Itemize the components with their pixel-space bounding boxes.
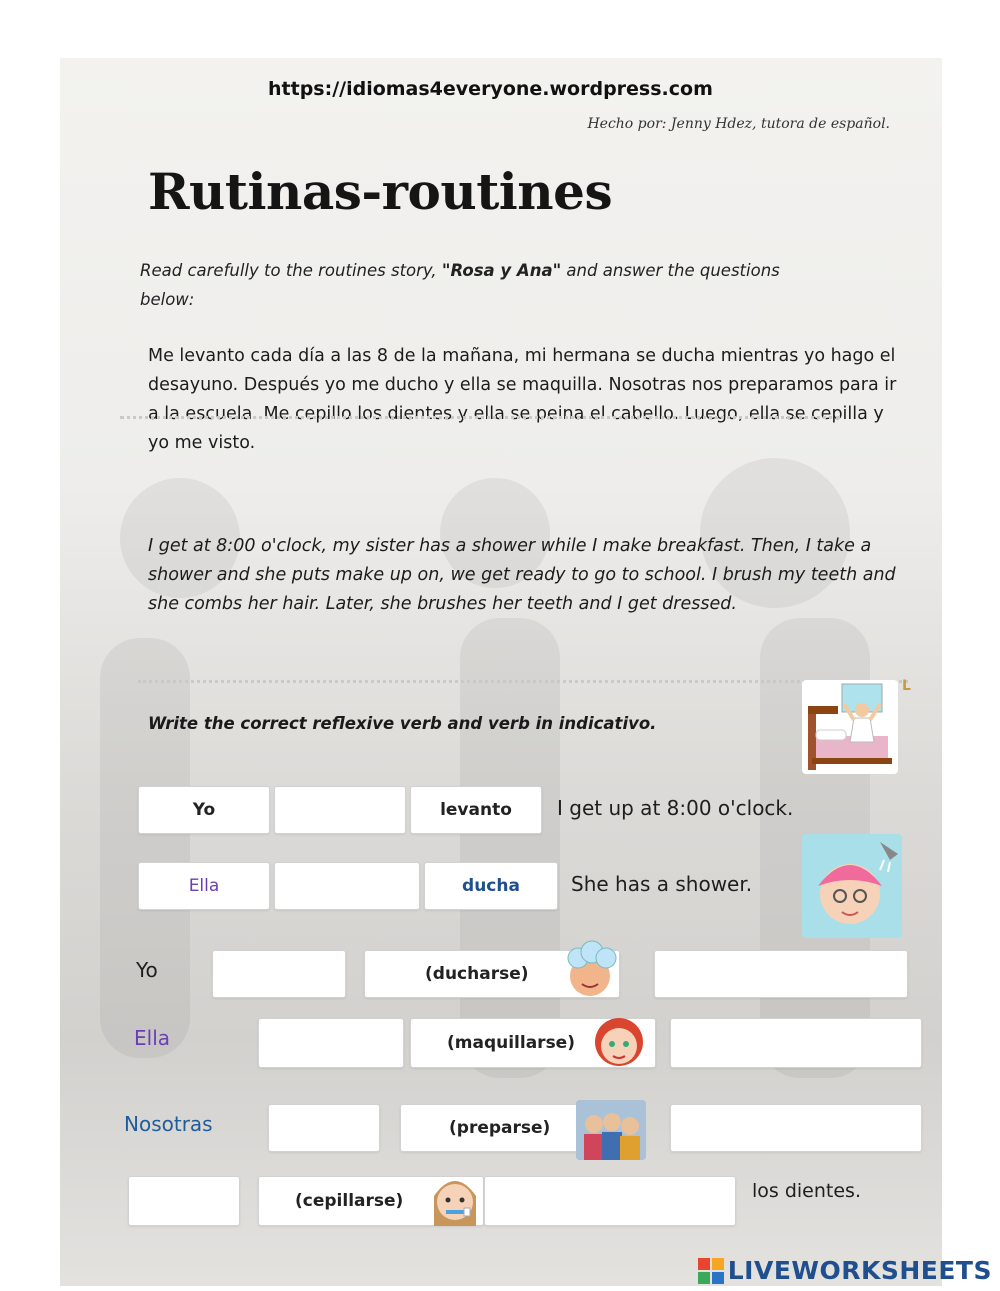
hint-box: (ducharse) [364, 950, 620, 998]
answer-input[interactable] [268, 1104, 380, 1152]
woman-waking-up-icon [802, 680, 898, 774]
verb-box: ducha [424, 862, 558, 910]
background-figure [100, 638, 190, 1058]
background-figure [460, 618, 560, 1078]
liveworksheets-logo-icon [698, 1258, 724, 1284]
instructions-part2: and answer the questions below: [140, 261, 780, 309]
verb-box: levanto [410, 786, 542, 834]
subject-label: Ella [134, 1026, 171, 1050]
shampoo-child-icon [558, 938, 624, 1002]
logo-text: LIVEWORKSHEETS [727, 1256, 992, 1285]
task-instruction: Write the correct reflexive verb and verb in indicativo. [148, 714, 657, 733]
site-url: https://idiomas4everyone.wordpress.com [268, 78, 713, 100]
answer-input[interactable] [258, 1018, 404, 1068]
divider [138, 680, 908, 683]
hint-box: (cepillarse) [258, 1176, 484, 1226]
answer-input[interactable] [670, 1104, 922, 1152]
hint-box: (preparse) [400, 1104, 644, 1152]
answer-input[interactable] [670, 1018, 922, 1068]
answer-input[interactable] [654, 950, 908, 998]
author-credit: Hecho por: Jenny Hdez, tutora de español. [587, 116, 890, 132]
subject-box: Ella [138, 862, 270, 910]
liveworksheets-logo [698, 1256, 992, 1285]
story-spanish: Me levanto cada día a las 8 de la mañana, mi hermana se ducha mientras yo hago el desayuno. Después yo me ducho y ella se maquilla. Nosotras nos preparamos para ir a la escuela. Me cepillo los dientes y ella se peina el cabello. Luego, ella se cepilla y yo me visto. [148, 346, 897, 453]
shower-cap-girl-icon [802, 834, 902, 938]
page-title: Rutinas-routines [148, 162, 613, 221]
translation-label: She has a shower. [571, 872, 753, 896]
girls-friends-photo-icon [576, 1100, 646, 1160]
story-name: "Rosa y Ana" [441, 261, 562, 280]
sentence-suffix: los dientes. [752, 1180, 861, 1202]
instructions-part1: Read carefully to the routines story, [140, 261, 442, 280]
makeup-woman-icon [588, 1008, 650, 1074]
subject-box: Yo [138, 786, 270, 834]
answer-input[interactable] [128, 1176, 240, 1226]
subject-label: Nosotras [124, 1112, 213, 1136]
answer-input[interactable] [212, 950, 346, 998]
corner-mark: L [902, 678, 911, 694]
worksheet-page [60, 58, 942, 1286]
answer-input[interactable] [484, 1176, 736, 1226]
translation-label: I get up at 8:00 o'clock. [557, 796, 794, 820]
story-english: I get at 8:00 o'clock, my sister has a shower while I make breakfast. Then, I take a shower and she puts make up on, we get ready to go to school. I brush my teeth and she combs her hair. Later, she brushes her teeth and I get dressed. [148, 536, 896, 614]
answer-input[interactable] [274, 786, 406, 834]
answer-input[interactable] [274, 862, 420, 910]
hint-box: (maquillarse) [410, 1018, 656, 1068]
instructions [140, 256, 780, 314]
toothbrush-girl-icon [424, 1166, 486, 1232]
subject-label: Yo [136, 958, 158, 982]
divider [120, 416, 840, 419]
